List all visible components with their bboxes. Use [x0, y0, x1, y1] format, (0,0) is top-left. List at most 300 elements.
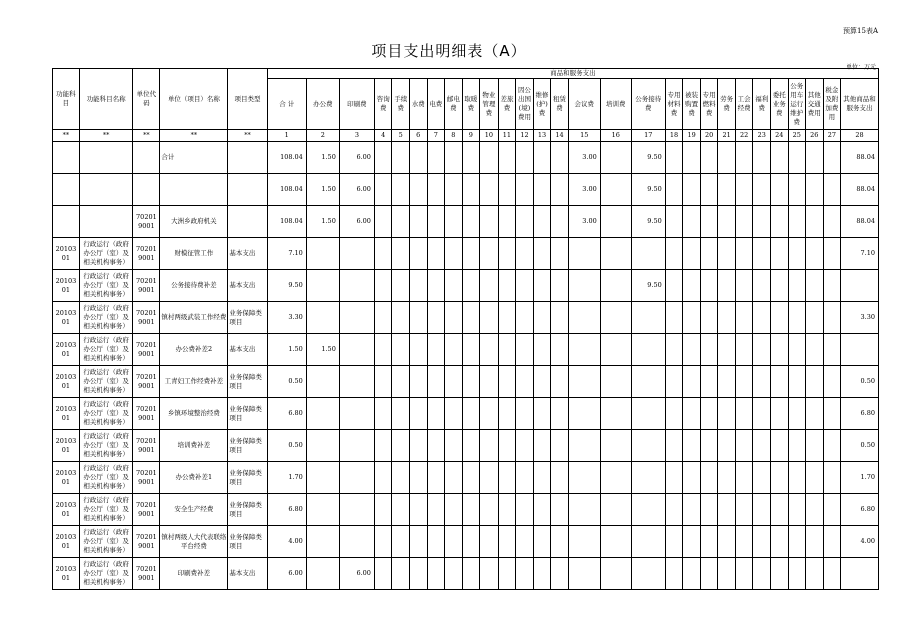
amount-cell	[427, 462, 445, 494]
amount-cell	[462, 142, 480, 174]
amount-cell	[665, 430, 683, 462]
amount-cell: 88.04	[841, 174, 879, 206]
amount-cell	[823, 462, 841, 494]
unit-name-cell: 公务接待费补差	[160, 270, 228, 302]
column-header: 劳务费	[718, 79, 736, 130]
amount-cell	[374, 558, 392, 590]
amount-cell	[392, 206, 410, 238]
amount-cell	[480, 558, 499, 590]
amount-cell	[806, 430, 824, 462]
amount-cell: 1.70	[267, 462, 306, 494]
amount-cell	[306, 558, 339, 590]
header-unit-code: 单位代码	[133, 69, 160, 130]
amount-cell	[480, 398, 499, 430]
amount-cell	[551, 494, 569, 526]
amount-cell	[498, 174, 516, 206]
amount-cell: 1.50	[306, 206, 339, 238]
project-type-cell: 基本支出	[228, 558, 267, 590]
amount-cell	[498, 334, 516, 366]
amount-cell	[823, 142, 841, 174]
function-code-cell	[53, 142, 80, 174]
amount-cell	[498, 366, 516, 398]
amount-cell	[700, 206, 718, 238]
amount-cell	[427, 398, 445, 430]
function-code-cell: 2010301	[53, 430, 80, 462]
unit-code-cell: 702019001	[133, 334, 160, 366]
amount-cell	[480, 270, 499, 302]
amount-cell	[409, 430, 427, 462]
amount-cell	[735, 462, 753, 494]
amount-cell	[700, 174, 718, 206]
table-row	[53, 398, 879, 430]
table-row	[53, 494, 879, 526]
amount-cell	[683, 398, 701, 430]
amount-cell	[480, 238, 499, 270]
amount-cell	[427, 494, 445, 526]
amount-cell	[568, 270, 600, 302]
amount-cell	[445, 142, 463, 174]
amount-cell	[683, 334, 701, 366]
amount-cell	[770, 558, 788, 590]
amount-cell	[445, 494, 463, 526]
amount-cell	[735, 366, 753, 398]
column-header: 租赁费	[551, 79, 569, 130]
function-code-cell: 2010301	[53, 334, 80, 366]
column-header: 会议费	[568, 79, 600, 130]
amount-cell: 3.00	[568, 174, 600, 206]
column-header: 水费	[409, 79, 427, 130]
unit-name-cell: 培训费补差	[160, 430, 228, 462]
column-number: 15	[568, 130, 600, 142]
mark-cell: **	[228, 130, 267, 142]
column-header: 专用材料费	[665, 79, 683, 130]
amount-cell	[498, 558, 516, 590]
amount-cell	[480, 206, 499, 238]
amount-cell: 1.50	[267, 334, 306, 366]
amount-cell	[392, 270, 410, 302]
amount-cell	[718, 270, 736, 302]
amount-cell	[462, 366, 480, 398]
amount-cell	[683, 238, 701, 270]
amount-cell	[700, 302, 718, 334]
amount-cell: 9.50	[631, 206, 665, 238]
amount-cell	[735, 238, 753, 270]
amount-cell	[392, 366, 410, 398]
amount-cell	[568, 462, 600, 494]
column-number: 9	[462, 130, 480, 142]
unit-code-cell: 702019001	[133, 494, 160, 526]
amount-cell	[806, 238, 824, 270]
column-number: 26	[806, 130, 824, 142]
amount-cell	[409, 398, 427, 430]
amount-cell	[568, 334, 600, 366]
amount-cell	[480, 366, 499, 398]
amount-cell	[427, 334, 445, 366]
amount-cell	[445, 206, 463, 238]
amount-cell	[753, 558, 771, 590]
amount-cell	[718, 302, 736, 334]
amount-cell	[392, 398, 410, 430]
unit-code-cell: 702019001	[133, 206, 160, 238]
amount-cell	[806, 558, 824, 590]
amount-cell	[683, 302, 701, 334]
amount-cell	[409, 238, 427, 270]
amount-cell	[753, 430, 771, 462]
amount-cell	[770, 526, 788, 558]
amount-cell	[665, 494, 683, 526]
amount-cell	[551, 366, 569, 398]
column-header: 因公出国(境)费用	[516, 79, 534, 130]
amount-cell	[631, 526, 665, 558]
unit-code-cell: 702019001	[133, 430, 160, 462]
form-number: 预算15表A	[843, 27, 878, 35]
function-code-cell: 2010301	[53, 302, 80, 334]
amount-cell	[374, 206, 392, 238]
amount-cell	[462, 270, 480, 302]
function-name-cell	[79, 206, 133, 238]
amount-cell	[788, 334, 806, 366]
amount-cell	[718, 430, 736, 462]
amount-cell: 6.00	[339, 558, 374, 590]
amount-cell	[533, 206, 551, 238]
amount-cell	[374, 302, 392, 334]
amount-cell	[683, 270, 701, 302]
table-row	[53, 270, 879, 302]
amount-cell	[409, 174, 427, 206]
amount-cell	[683, 430, 701, 462]
header-unit-name: 单位（项目）名称	[160, 69, 228, 130]
amount-cell	[683, 206, 701, 238]
amount-cell	[427, 366, 445, 398]
amount-cell	[533, 430, 551, 462]
amount-cell	[551, 526, 569, 558]
amount-cell	[600, 270, 631, 302]
column-number: 28	[841, 130, 879, 142]
amount-cell	[568, 366, 600, 398]
function-code-cell: 2010301	[53, 558, 80, 590]
amount-cell	[374, 526, 392, 558]
amount-cell	[753, 398, 771, 430]
unit-name-cell: 安全生产经费	[160, 494, 228, 526]
amount-cell	[462, 398, 480, 430]
unit-name-cell: 乡镇环境整治经费	[160, 398, 228, 430]
amount-cell	[806, 526, 824, 558]
amount-cell	[683, 494, 701, 526]
amount-cell	[480, 526, 499, 558]
column-number: 13	[533, 130, 551, 142]
column-number: 11	[498, 130, 516, 142]
amount-cell	[568, 430, 600, 462]
column-number: 14	[551, 130, 569, 142]
unit-name-cell: 镇村两级人大代表联络平台经费	[160, 526, 228, 558]
amount-cell	[753, 334, 771, 366]
column-header: 维修(护)费	[533, 79, 551, 130]
function-name-cell: 行政运行（政府办公厅（室）及相关机构事务）	[79, 430, 133, 462]
amount-cell	[568, 302, 600, 334]
table-row	[53, 366, 879, 398]
column-number: 17	[631, 130, 665, 142]
column-number: 1	[267, 130, 306, 142]
amount-cell	[600, 462, 631, 494]
function-code-cell: 2010301	[53, 238, 80, 270]
unit-name-cell: 合计	[160, 142, 228, 174]
amount-cell	[631, 494, 665, 526]
amount-cell	[533, 462, 551, 494]
amount-cell	[374, 430, 392, 462]
amount-cell	[788, 206, 806, 238]
function-name-cell: 行政运行（政府办公厅（室）及相关机构事务）	[79, 462, 133, 494]
amount-cell	[735, 494, 753, 526]
amount-cell	[665, 558, 683, 590]
amount-cell	[533, 398, 551, 430]
page-title: 项目支出明细表（A）	[371, 42, 527, 60]
amount-cell: 9.50	[631, 270, 665, 302]
unit-code-cell	[133, 142, 160, 174]
amount-cell	[683, 558, 701, 590]
function-code-cell: 2010301	[53, 366, 80, 398]
amount-cell	[788, 430, 806, 462]
amount-cell: 6.80	[841, 398, 879, 430]
amount-cell	[533, 142, 551, 174]
amount-cell	[823, 206, 841, 238]
amount-cell	[551, 142, 569, 174]
project-type-cell: 业务保障类项目	[228, 366, 267, 398]
amount-cell	[770, 398, 788, 430]
amount-cell	[498, 142, 516, 174]
column-header: 被装购置费	[683, 79, 701, 130]
amount-cell	[551, 430, 569, 462]
column-number: 24	[770, 130, 788, 142]
mark-cell: **	[133, 130, 160, 142]
amount-cell	[516, 174, 534, 206]
amount-cell	[718, 174, 736, 206]
amount-cell	[392, 334, 410, 366]
amount-cell	[631, 238, 665, 270]
table-row	[53, 302, 879, 334]
amount-cell: 7.10	[841, 238, 879, 270]
amount-cell	[480, 334, 499, 366]
amount-cell: 0.50	[841, 430, 879, 462]
amount-cell	[409, 270, 427, 302]
amount-cell	[409, 142, 427, 174]
unit-name-cell	[160, 174, 228, 206]
amount-cell	[568, 526, 600, 558]
amount-cell	[665, 302, 683, 334]
amount-cell	[445, 398, 463, 430]
function-name-cell: 行政运行（政府办公厅（室）及相关机构事务）	[79, 494, 133, 526]
project-type-cell	[228, 142, 267, 174]
amount-cell	[823, 430, 841, 462]
function-name-cell	[79, 142, 133, 174]
column-number: 25	[788, 130, 806, 142]
amount-cell	[427, 142, 445, 174]
amount-cell	[551, 334, 569, 366]
amount-cell	[788, 526, 806, 558]
amount-cell	[409, 206, 427, 238]
amount-cell	[339, 334, 374, 366]
function-code-cell: 2010301	[53, 494, 80, 526]
amount-cell	[806, 398, 824, 430]
amount-cell	[306, 302, 339, 334]
amount-cell: 6.00	[267, 558, 306, 590]
function-name-cell	[79, 174, 133, 206]
amount-cell	[533, 366, 551, 398]
amount-cell	[735, 270, 753, 302]
function-name-cell: 行政运行（政府办公厅（室）及相关机构事务）	[79, 398, 133, 430]
amount-cell	[788, 238, 806, 270]
amount-cell	[753, 462, 771, 494]
amount-cell	[462, 238, 480, 270]
amount-cell	[568, 494, 600, 526]
column-header: 合 计	[267, 79, 306, 130]
amount-cell	[665, 270, 683, 302]
amount-cell	[445, 462, 463, 494]
amount-cell	[600, 494, 631, 526]
unit-name-cell: 镇村两级武装工作经费	[160, 302, 228, 334]
column-number: 4	[374, 130, 392, 142]
amount-cell	[700, 270, 718, 302]
amount-cell	[631, 302, 665, 334]
function-code-cell	[53, 174, 80, 206]
amount-cell	[392, 462, 410, 494]
amount-cell	[600, 526, 631, 558]
amount-cell: 88.04	[841, 206, 879, 238]
amount-cell	[498, 494, 516, 526]
amount-cell	[462, 430, 480, 462]
amount-cell	[392, 526, 410, 558]
amount-cell	[753, 366, 771, 398]
amount-cell	[665, 174, 683, 206]
amount-cell	[516, 462, 534, 494]
amount-cell	[631, 398, 665, 430]
column-header: 委托业务费	[770, 79, 788, 130]
amount-cell	[392, 430, 410, 462]
function-code-cell: 2010301	[53, 270, 80, 302]
amount-cell	[409, 526, 427, 558]
amount-cell	[427, 302, 445, 334]
column-header: 公务接待费	[631, 79, 665, 130]
amount-cell: 9.50	[631, 174, 665, 206]
function-code-cell: 2010301	[53, 526, 80, 558]
amount-cell	[823, 366, 841, 398]
amount-cell: 7.10	[267, 238, 306, 270]
amount-cell: 6.80	[841, 494, 879, 526]
column-header: 培训费	[600, 79, 631, 130]
amount-cell	[551, 558, 569, 590]
amount-cell	[427, 238, 445, 270]
amount-cell	[600, 366, 631, 398]
amount-cell	[306, 366, 339, 398]
amount-cell	[306, 270, 339, 302]
amount-cell	[841, 334, 879, 366]
amount-cell	[445, 302, 463, 334]
amount-cell: 6.80	[267, 398, 306, 430]
amount-cell	[718, 334, 736, 366]
project-type-cell: 基本支出	[228, 270, 267, 302]
amount-cell	[683, 526, 701, 558]
amount-cell: 108.04	[267, 142, 306, 174]
amount-cell	[480, 302, 499, 334]
amount-cell	[823, 526, 841, 558]
amount-cell	[600, 142, 631, 174]
amount-cell	[600, 174, 631, 206]
amount-cell	[718, 398, 736, 430]
amount-cell	[374, 142, 392, 174]
amount-cell	[806, 366, 824, 398]
amount-cell	[665, 334, 683, 366]
project-type-cell: 业务保障类项目	[228, 462, 267, 494]
amount-cell	[516, 270, 534, 302]
amount-cell	[806, 494, 824, 526]
amount-cell	[788, 302, 806, 334]
amount-cell	[374, 398, 392, 430]
amount-cell	[339, 526, 374, 558]
amount-cell	[806, 270, 824, 302]
column-header: 办公费	[306, 79, 339, 130]
amount-cell	[683, 174, 701, 206]
amount-cell	[600, 302, 631, 334]
project-type-cell: 业务保障类项目	[228, 494, 267, 526]
amount-cell: 6.00	[339, 206, 374, 238]
amount-cell: 1.70	[841, 462, 879, 494]
amount-cell	[823, 398, 841, 430]
function-code-cell	[53, 206, 80, 238]
amount-cell	[533, 558, 551, 590]
column-header: 其他商品和服务支出	[841, 79, 879, 130]
amount-cell	[392, 174, 410, 206]
amount-cell	[788, 174, 806, 206]
amount-cell	[374, 174, 392, 206]
amount-cell	[665, 526, 683, 558]
amount-cell	[551, 462, 569, 494]
amount-cell	[788, 142, 806, 174]
amount-cell	[700, 462, 718, 494]
amount-cell	[600, 238, 631, 270]
amount-cell	[770, 462, 788, 494]
amount-cell	[700, 238, 718, 270]
amount-cell	[718, 462, 736, 494]
amount-cell	[516, 494, 534, 526]
amount-cell	[718, 142, 736, 174]
function-name-cell: 行政运行（政府办公厅（室）及相关机构事务）	[79, 334, 133, 366]
function-name-cell: 行政运行（政府办公厅（室）及相关机构事务）	[79, 238, 133, 270]
amount-cell	[445, 366, 463, 398]
column-header: 公务用车运行维护费	[788, 79, 806, 130]
amount-cell	[533, 494, 551, 526]
table-row	[53, 558, 879, 590]
mark-cell: **	[160, 130, 228, 142]
unit-code-cell	[133, 174, 160, 206]
amount-cell	[409, 558, 427, 590]
amount-cell	[445, 174, 463, 206]
unit-code-cell: 702019001	[133, 462, 160, 494]
amount-cell	[770, 142, 788, 174]
header-func-name: 功能科目名称	[79, 69, 133, 130]
amount-cell	[806, 142, 824, 174]
amount-cell	[392, 238, 410, 270]
amount-cell	[480, 494, 499, 526]
amount-cell	[498, 398, 516, 430]
amount-cell	[665, 366, 683, 398]
unit-name-cell: 工青妇工作经费补差	[160, 366, 228, 398]
amount-cell	[806, 462, 824, 494]
column-header: 福利费	[753, 79, 771, 130]
column-number: 10	[480, 130, 499, 142]
table-row	[53, 174, 879, 206]
function-name-cell: 行政运行（政府办公厅（室）及相关机构事务）	[79, 270, 133, 302]
column-header: 电费	[427, 79, 445, 130]
column-header: 专用燃料费	[700, 79, 718, 130]
